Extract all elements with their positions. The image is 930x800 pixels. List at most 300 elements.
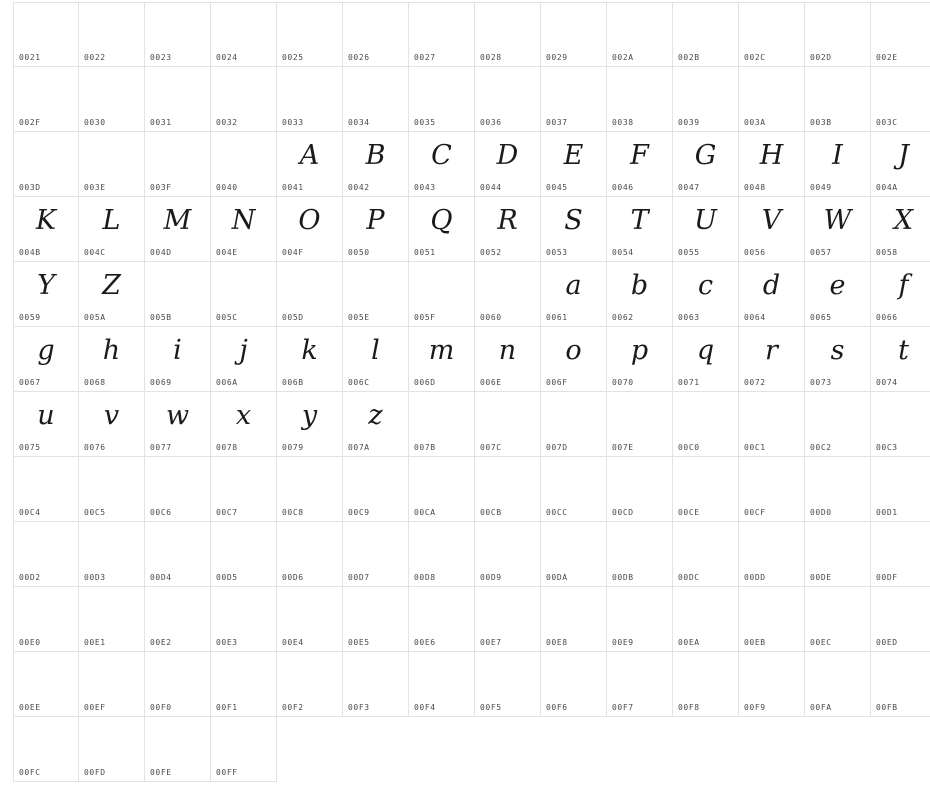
glyph-preview (409, 459, 474, 503)
glyph-cell[interactable] (79, 262, 145, 327)
glyph-preview: L (102, 205, 121, 236)
glyph-preview (343, 459, 408, 503)
glyph-cell[interactable] (211, 2, 277, 67)
glyph-cell[interactable] (673, 457, 739, 522)
glyph-cell[interactable] (343, 262, 409, 327)
glyph-codepoint-label: 00D0 (810, 508, 832, 517)
glyph-cell[interactable] (607, 2, 673, 67)
glyph-cell[interactable] (211, 132, 277, 197)
glyph-cell[interactable] (409, 262, 475, 327)
glyph-cell[interactable] (211, 392, 277, 457)
glyph-codepoint-label: 00FE (150, 768, 172, 777)
glyph-codepoint-label: 00EF (84, 703, 106, 712)
glyph-cell[interactable] (13, 262, 79, 327)
glyph-cell[interactable] (607, 67, 673, 132)
glyph-cell[interactable] (145, 327, 211, 392)
glyph-cell[interactable] (607, 652, 673, 717)
glyph-cell[interactable] (409, 522, 475, 587)
glyph-cell[interactable] (871, 2, 930, 67)
glyph-preview (14, 5, 78, 49)
glyph-cell[interactable] (277, 2, 343, 67)
glyph-cell[interactable] (79, 522, 145, 587)
glyph-cell[interactable] (145, 392, 211, 457)
glyph-cell[interactable] (79, 197, 145, 262)
glyph-codepoint-label: 00F1 (216, 703, 238, 712)
glyph-preview (805, 69, 870, 113)
glyph-codepoint-label: 00C8 (282, 508, 304, 517)
glyph-cell[interactable] (541, 2, 607, 67)
glyph-cell[interactable] (805, 587, 871, 652)
glyph-preview: g (37, 335, 55, 366)
glyph-cell[interactable] (211, 587, 277, 652)
glyph-cell[interactable] (475, 197, 541, 262)
glyph-cell[interactable] (211, 67, 277, 132)
glyph-cell[interactable] (673, 2, 739, 67)
glyph-preview (277, 459, 342, 503)
glyph-preview (475, 69, 540, 113)
glyph-codepoint-label: 007D (546, 443, 568, 452)
glyph-cell[interactable] (871, 327, 930, 392)
glyph-preview (211, 134, 276, 178)
glyph-codepoint-label: 00C0 (678, 443, 700, 452)
glyph-preview (673, 69, 738, 113)
glyph-preview (475, 524, 540, 568)
glyph-preview (409, 69, 474, 113)
glyph-cell[interactable] (277, 132, 343, 197)
glyph-cell[interactable] (145, 522, 211, 587)
glyph-codepoint-label: 00D5 (216, 573, 238, 582)
glyph-codepoint-label: 0075 (19, 443, 41, 452)
glyph-preview (145, 264, 210, 308)
glyph-cell[interactable] (343, 197, 409, 262)
glyph-cell[interactable] (871, 262, 930, 327)
glyph-preview: S (564, 205, 583, 236)
glyph-cell[interactable] (145, 262, 211, 327)
glyph-codepoint-label: 0043 (414, 183, 436, 192)
glyph-cell[interactable] (409, 132, 475, 197)
glyph-codepoint-label: 0036 (480, 118, 502, 127)
glyph-cell[interactable] (607, 197, 673, 262)
glyph-cell[interactable] (871, 457, 930, 522)
glyph-codepoint-label: 00E2 (150, 638, 172, 647)
glyph-cell[interactable] (409, 587, 475, 652)
glyph-cell[interactable] (739, 522, 805, 587)
glyph-cell[interactable] (13, 652, 79, 717)
glyph-preview (541, 5, 606, 49)
glyph-preview (871, 459, 930, 503)
glyph-codepoint-label: 0050 (348, 248, 370, 257)
glyph-cell[interactable] (607, 132, 673, 197)
glyph-preview (145, 719, 210, 763)
glyph-preview (739, 524, 804, 568)
glyph-preview (145, 134, 210, 178)
glyph-cell[interactable] (277, 392, 343, 457)
glyph-cell[interactable] (409, 392, 475, 457)
glyph-cell[interactable] (13, 587, 79, 652)
glyph-preview (14, 589, 78, 633)
glyph-cell[interactable] (145, 652, 211, 717)
glyph-cell[interactable] (277, 457, 343, 522)
glyph-codepoint-label: 00C1 (744, 443, 766, 452)
glyph-codepoint-label: 0072 (744, 378, 766, 387)
glyph-cell[interactable] (673, 132, 739, 197)
glyph-codepoint-label: 002F (19, 118, 41, 127)
glyph-preview (475, 459, 540, 503)
glyph-cell[interactable] (343, 457, 409, 522)
glyph-cell[interactable] (475, 132, 541, 197)
glyph-codepoint-label: 00C6 (150, 508, 172, 517)
glyph-preview (739, 5, 804, 49)
glyph-cell[interactable] (541, 652, 607, 717)
glyph-cell[interactable] (409, 327, 475, 392)
glyph-cell[interactable] (541, 392, 607, 457)
glyph-cell[interactable] (607, 327, 673, 392)
glyph-preview (739, 394, 804, 438)
glyph-cell[interactable] (739, 197, 805, 262)
glyph-cell[interactable] (607, 392, 673, 457)
glyph-preview: N (231, 205, 256, 236)
glyph-preview (343, 654, 408, 698)
glyph-cell[interactable] (145, 587, 211, 652)
glyph-cell[interactable] (277, 67, 343, 132)
glyph-cell[interactable] (805, 392, 871, 457)
glyph-codepoint-label: 00F4 (414, 703, 436, 712)
glyph-cell[interactable] (343, 587, 409, 652)
glyph-cell[interactable] (211, 197, 277, 262)
glyph-cell[interactable] (343, 132, 409, 197)
glyph-codepoint-label: 0032 (216, 118, 238, 127)
glyph-cell[interactable] (673, 327, 739, 392)
glyph-codepoint-label: 00DA (546, 573, 568, 582)
glyph-preview (739, 654, 804, 698)
glyph-cell[interactable] (673, 67, 739, 132)
glyph-cell[interactable] (541, 197, 607, 262)
glyph-preview (79, 134, 144, 178)
glyph-codepoint-label: 006A (216, 378, 238, 387)
glyph-codepoint-label: 0079 (282, 443, 304, 452)
glyph-cell[interactable] (343, 2, 409, 67)
glyph-cell[interactable] (409, 67, 475, 132)
glyph-codepoint-label: 006B (282, 378, 304, 387)
glyph-cell[interactable] (607, 522, 673, 587)
glyph-preview: z (368, 400, 383, 431)
glyph-codepoint-label: 00DD (744, 573, 766, 582)
glyph-cell[interactable] (343, 392, 409, 457)
glyph-cell[interactable] (607, 587, 673, 652)
glyph-cell[interactable] (871, 132, 930, 197)
glyph-cell[interactable] (805, 327, 871, 392)
glyph-preview (79, 524, 144, 568)
glyph-codepoint-label: 004C (84, 248, 106, 257)
glyph-preview: m (428, 335, 455, 366)
glyph-codepoint-label: 0037 (546, 118, 568, 127)
glyph-cell[interactable] (607, 457, 673, 522)
glyph-codepoint-label: 002C (744, 53, 766, 62)
glyph-cell[interactable] (13, 2, 79, 67)
glyph-preview: q (696, 335, 715, 366)
glyph-cell[interactable] (13, 132, 79, 197)
glyph-preview (79, 719, 144, 763)
glyph-preview (805, 654, 870, 698)
glyph-preview (541, 589, 606, 633)
glyph-preview (343, 69, 408, 113)
glyph-cell[interactable] (673, 652, 739, 717)
glyph-preview: R (497, 205, 518, 236)
glyph-cell[interactable] (805, 652, 871, 717)
glyph-cell[interactable] (277, 652, 343, 717)
glyph-codepoint-label: 00C5 (84, 508, 106, 517)
glyph-cell[interactable] (79, 457, 145, 522)
glyph-cell[interactable] (277, 327, 343, 392)
glyph-cell[interactable] (739, 587, 805, 652)
glyph-cell[interactable] (805, 457, 871, 522)
glyph-cell[interactable] (409, 652, 475, 717)
glyph-cell[interactable] (79, 327, 145, 392)
glyph-cell[interactable] (475, 392, 541, 457)
glyph-cell[interactable] (475, 522, 541, 587)
glyph-preview (277, 69, 342, 113)
glyph-codepoint-label: 0027 (414, 53, 436, 62)
glyph-codepoint-label: 005E (348, 313, 370, 322)
glyph-codepoint-label: 0078 (216, 443, 238, 452)
glyph-cell[interactable] (739, 392, 805, 457)
glyph-cell[interactable] (277, 197, 343, 262)
glyph-cell[interactable] (211, 457, 277, 522)
glyph-cell[interactable] (79, 717, 145, 782)
glyph-cell[interactable] (145, 2, 211, 67)
glyph-cell[interactable] (541, 132, 607, 197)
glyph-codepoint-label: 00E4 (282, 638, 304, 647)
glyph-cell[interactable] (13, 457, 79, 522)
glyph-preview: H (759, 140, 784, 171)
glyph-codepoint-label: 003E (84, 183, 106, 192)
glyph-codepoint-label: 0046 (612, 183, 634, 192)
glyph-cell[interactable] (13, 392, 79, 457)
glyph-codepoint-label: 0051 (414, 248, 436, 257)
glyph-cell[interactable] (871, 522, 930, 587)
glyph-codepoint-label: 00FF (216, 768, 238, 777)
glyph-preview (277, 654, 342, 698)
glyph-cell[interactable] (13, 522, 79, 587)
glyph-cell[interactable] (871, 197, 930, 262)
glyph-codepoint-label: 0028 (480, 53, 502, 62)
glyph-cell[interactable] (805, 132, 871, 197)
glyph-cell[interactable] (805, 197, 871, 262)
glyph-cell[interactable] (211, 522, 277, 587)
glyph-cell[interactable] (211, 652, 277, 717)
glyph-preview (541, 654, 606, 698)
glyph-cell[interactable] (673, 262, 739, 327)
glyph-cell[interactable] (739, 262, 805, 327)
glyph-cell[interactable] (211, 717, 277, 782)
glyph-preview (475, 394, 540, 438)
glyph-preview: t (898, 335, 909, 366)
glyph-codepoint-label: 0077 (150, 443, 172, 452)
glyph-codepoint-label: 0041 (282, 183, 304, 192)
glyph-codepoint-label: 00EC (810, 638, 832, 647)
glyph-codepoint-label: 006D (414, 378, 436, 387)
glyph-cell[interactable] (541, 587, 607, 652)
glyph-preview: B (365, 140, 386, 171)
glyph-cell[interactable] (673, 522, 739, 587)
glyph-codepoint-label: 00F8 (678, 703, 700, 712)
glyph-cell[interactable] (541, 327, 607, 392)
glyph-codepoint-label: 0066 (876, 313, 898, 322)
glyph-cell[interactable] (541, 262, 607, 327)
glyph-cell[interactable] (475, 2, 541, 67)
glyph-codepoint-label: 00EB (744, 638, 766, 647)
glyph-cell[interactable] (475, 457, 541, 522)
glyph-preview (277, 5, 342, 49)
glyph-cell[interactable] (541, 67, 607, 132)
glyph-preview (673, 394, 738, 438)
glyph-cell[interactable] (409, 457, 475, 522)
glyph-codepoint-label: 004E (216, 248, 238, 257)
glyph-cell[interactable] (739, 652, 805, 717)
glyph-codepoint-label: 0044 (480, 183, 502, 192)
glyph-cell[interactable] (475, 262, 541, 327)
glyph-cell[interactable] (343, 67, 409, 132)
glyph-cell[interactable] (409, 197, 475, 262)
glyph-codepoint-label: 00CB (480, 508, 502, 517)
glyph-preview: U (694, 205, 717, 236)
glyph-cell[interactable] (145, 197, 211, 262)
glyph-codepoint-label: 0045 (546, 183, 568, 192)
glyph-cell[interactable] (145, 457, 211, 522)
glyph-codepoint-label: 002E (876, 53, 898, 62)
glyph-cell[interactable] (871, 67, 930, 132)
glyph-codepoint-label: 00EE (19, 703, 41, 712)
glyph-cell[interactable] (79, 67, 145, 132)
glyph-preview (211, 5, 276, 49)
glyph-cell[interactable] (79, 132, 145, 197)
glyph-codepoint-label: 00E0 (19, 638, 41, 647)
glyph-cell[interactable] (739, 2, 805, 67)
glyph-codepoint-label: 003B (810, 118, 832, 127)
glyph-codepoint-label: 0040 (216, 183, 238, 192)
glyph-preview (475, 654, 540, 698)
glyph-cell[interactable] (673, 392, 739, 457)
glyph-cell[interactable] (607, 262, 673, 327)
glyph-cell[interactable] (343, 327, 409, 392)
glyph-codepoint-label: 004F (282, 248, 304, 257)
glyph-cell[interactable] (805, 262, 871, 327)
glyph-preview: c (697, 270, 714, 301)
glyph-cell[interactable] (475, 67, 541, 132)
glyph-cell[interactable] (739, 132, 805, 197)
glyph-cell[interactable] (79, 392, 145, 457)
glyph-preview (211, 524, 276, 568)
glyph-preview (14, 719, 78, 763)
glyph-cell[interactable] (871, 392, 930, 457)
glyph-cell[interactable] (541, 522, 607, 587)
glyph-preview: x (235, 400, 252, 431)
glyph-preview (607, 524, 672, 568)
glyph-cell[interactable] (871, 652, 930, 717)
glyph-codepoint-label: 004B (19, 248, 41, 257)
glyph-preview: J (898, 140, 909, 171)
glyph-preview (475, 264, 540, 308)
glyph-preview (409, 264, 474, 308)
glyph-cell[interactable] (739, 457, 805, 522)
glyph-codepoint-label: 0030 (84, 118, 106, 127)
glyph-cell[interactable] (673, 587, 739, 652)
glyph-cell[interactable] (475, 587, 541, 652)
glyph-cell[interactable] (343, 652, 409, 717)
glyph-codepoint-label: 003C (876, 118, 898, 127)
glyph-cell[interactable] (211, 327, 277, 392)
glyph-cell[interactable] (277, 262, 343, 327)
glyph-codepoint-label: 0053 (546, 248, 568, 257)
glyph-preview (871, 69, 930, 113)
glyph-cell[interactable] (13, 327, 79, 392)
glyph-cell[interactable] (541, 457, 607, 522)
glyph-preview: O (298, 205, 321, 236)
glyph-codepoint-label: 0062 (612, 313, 634, 322)
glyph-preview (14, 134, 78, 178)
glyph-codepoint-label: 007B (414, 443, 436, 452)
glyph-cell[interactable] (211, 262, 277, 327)
glyph-preview (805, 524, 870, 568)
glyph-preview (739, 589, 804, 633)
glyph-cell[interactable] (145, 67, 211, 132)
glyph-cell[interactable] (13, 67, 79, 132)
glyph-cell[interactable] (277, 587, 343, 652)
glyph-cell[interactable] (475, 327, 541, 392)
glyph-cell[interactable] (79, 652, 145, 717)
glyph-cell[interactable] (871, 587, 930, 652)
glyph-preview: d (762, 270, 781, 301)
glyph-cell[interactable] (475, 652, 541, 717)
glyph-cell[interactable] (409, 2, 475, 67)
glyph-cell[interactable] (277, 522, 343, 587)
glyph-codepoint-label: 007C (480, 443, 502, 452)
glyph-cell[interactable] (79, 587, 145, 652)
glyph-cell[interactable] (805, 2, 871, 67)
glyph-codepoint-label: 0031 (150, 118, 172, 127)
glyph-preview: s (830, 335, 845, 366)
glyph-codepoint-label: 00E5 (348, 638, 370, 647)
glyph-cell[interactable] (145, 717, 211, 782)
glyph-cell[interactable] (739, 67, 805, 132)
glyph-cell[interactable] (13, 717, 79, 782)
glyph-cell[interactable] (79, 2, 145, 67)
glyph-cell[interactable] (673, 197, 739, 262)
glyph-cell[interactable] (13, 197, 79, 262)
glyph-cell[interactable] (805, 67, 871, 132)
glyph-preview (145, 589, 210, 633)
glyph-cell[interactable] (343, 522, 409, 587)
glyph-preview (805, 459, 870, 503)
glyph-codepoint-label: 00E9 (612, 638, 634, 647)
glyph-preview: E (563, 140, 584, 171)
glyph-codepoint-label: 00D8 (414, 573, 436, 582)
glyph-codepoint-label: 00D1 (876, 508, 898, 517)
glyph-preview (673, 524, 738, 568)
glyph-preview: j (239, 335, 248, 366)
glyph-codepoint-label: 0059 (19, 313, 41, 322)
glyph-preview (343, 524, 408, 568)
glyph-codepoint-label: 0057 (810, 248, 832, 257)
glyph-preview (805, 5, 870, 49)
glyph-preview (739, 69, 804, 113)
glyph-codepoint-label: 00C7 (216, 508, 238, 517)
glyph-cell[interactable] (739, 327, 805, 392)
glyph-cell[interactable] (805, 522, 871, 587)
glyph-cell[interactable] (145, 132, 211, 197)
glyph-codepoint-label: 00D9 (480, 573, 502, 582)
glyph-codepoint-label: 00CD (612, 508, 634, 517)
